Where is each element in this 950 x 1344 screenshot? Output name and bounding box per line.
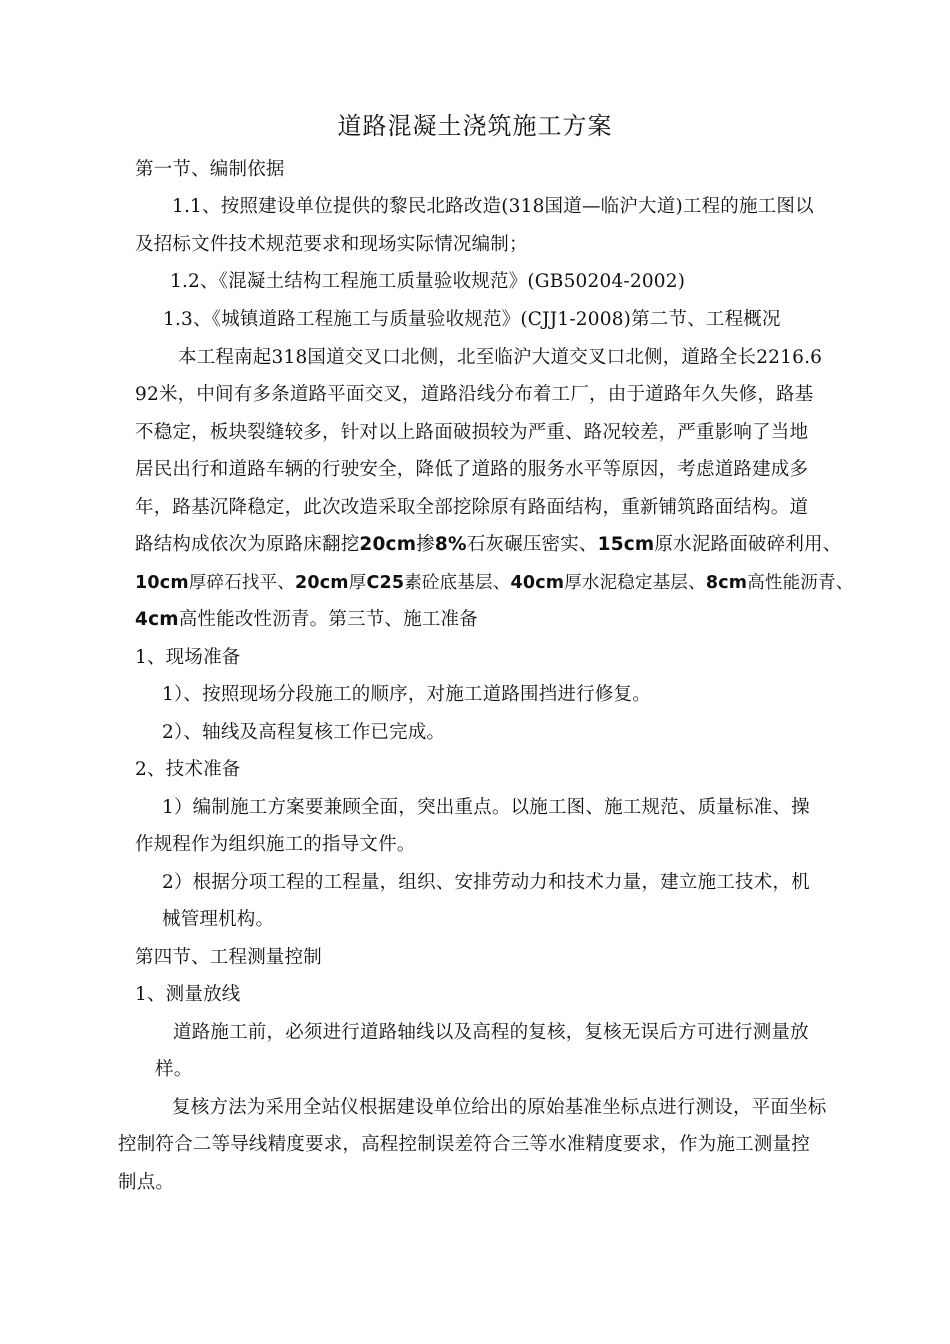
- text-run: 原水泥路面破碎利用、: [654, 534, 842, 555]
- text-line: 道路施工前，必须进行道路轴线以及高程的复核，复核无误后方可进行测量放: [173, 1022, 809, 1043]
- text-line: 制点。: [118, 1172, 175, 1193]
- text-line: 居民出行和道路车辆的行驶安全，降低了道路的服务水平等原因，考虑道路建成多: [135, 459, 809, 480]
- text-line: 1）编制施工方案要兼顾全面，突出重点。以施工图、施工规范、质量标准、操: [162, 797, 810, 818]
- text-line: 复核方法为采用全站仪根据建设单位给出的原始基准坐标点进行测设，平面坐标: [172, 1097, 827, 1118]
- text-line-mixed: [135, 532, 841, 558]
- text-line: 年，路基沉降稳定，此次改造采取全部挖除原有路面结构，重新铺筑路面结构。道: [135, 497, 809, 518]
- text-run: 厚: [348, 573, 367, 593]
- text-line: 样。: [155, 1059, 193, 1080]
- text-run-bold: 10cm: [135, 573, 189, 593]
- text-run: 掺: [416, 534, 435, 555]
- text-line: 92米，中间有多条道路平面交叉，道路沿线分布着工厂，由于道路年久失修，路基: [135, 384, 814, 405]
- text-run-bold: 4cm: [135, 609, 179, 630]
- text-line: 2）、轴线及高程复核工作已完成。: [162, 722, 446, 743]
- text-run-bold: 8cm: [705, 573, 748, 593]
- section-heading: 第四节、工程测量控制: [135, 947, 323, 968]
- text-line: 及招标文件技术规范要求和现场实际情况编制；: [135, 234, 528, 255]
- text-line-mixed: [135, 570, 853, 596]
- text-line: 作规程作为组织施工的指导文件。: [135, 834, 416, 855]
- text-line: 2）根据分项工程的工程量，组织、安排劳动力和技术力量，建立施工技术，机: [162, 872, 810, 893]
- text-line: 1.2、《混凝土结构工程施工质量验收规范》(GB50204-2002): [170, 271, 686, 292]
- text-line: 不稳定，板块裂缝较多，针对以上路面破损较为严重、路况较差，严重影响了当地: [135, 422, 809, 443]
- text-run: 高性能改性沥青。第三节、施工准备: [178, 609, 478, 630]
- text-run: 路结构成依次为原路床翻挖: [135, 534, 360, 555]
- text-run: 高性能沥青、: [747, 573, 854, 593]
- text-run-bold: 20cm: [359, 534, 417, 555]
- text-run-bold: 20cm: [294, 573, 349, 593]
- text-run-bold: 40cm: [510, 573, 565, 593]
- text-run: 厚水泥稳定基层、: [564, 573, 706, 593]
- text-line: 1.1、按照建设单位提供的黎民北路改造(318国道—临沪大道)工程的施工图以: [172, 196, 814, 217]
- subsection-heading: 2、技术准备: [135, 759, 241, 780]
- document-title: 道路混凝土浇筑施工方案: [337, 112, 613, 140]
- text-line: 控制符合二等导线精度要求，高程控制误差符合三等水准精度要求，作为施工测量控: [118, 1134, 810, 1155]
- text-run: 厚碎石找平、: [188, 573, 295, 593]
- text-line: 本工程南起318国道交叉口北侧，北至临沪大道交叉口北侧，道路全长2216.6: [178, 347, 823, 368]
- text-line: 1）、按照现场分段施工的顺序，对施工道路围挡进行修复。: [162, 684, 651, 705]
- subsection-heading: 1、现场准备: [135, 647, 241, 668]
- text-line: 械管理机构。: [162, 909, 275, 930]
- text-run-bold: 15cm: [597, 534, 655, 555]
- text-line-mixed: [135, 607, 478, 633]
- text-run-bold: 8%: [434, 534, 467, 555]
- subsection-heading: 1、测量放线: [135, 984, 241, 1005]
- text-run: 素砼底基层、: [404, 573, 511, 593]
- section-heading: 第一节、编制依据: [135, 159, 285, 180]
- text-run-bold: C25: [366, 573, 405, 593]
- text-run: 石灰碾压密实、: [466, 534, 598, 555]
- text-line: 1.3、《城镇道路工程施工与质量验收规范》(CJJ1-2008)第二节、工程概况: [163, 309, 781, 330]
